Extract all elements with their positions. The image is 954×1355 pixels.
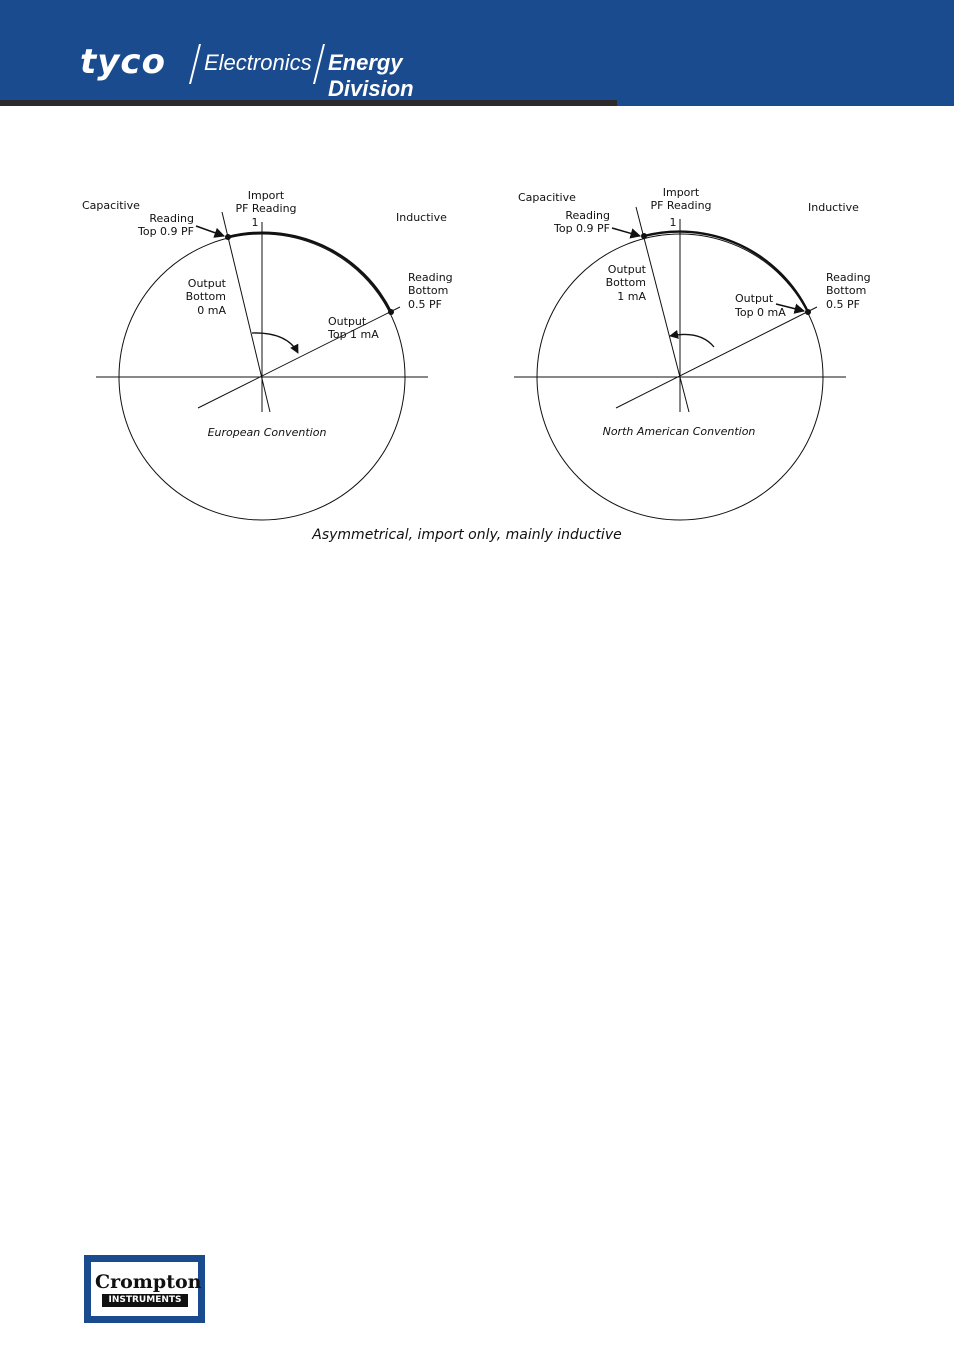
capacitive-label: Capacitive: [82, 199, 140, 212]
output-bottom-label: Output: [187, 277, 226, 290]
reading-bottom-dot: [805, 309, 811, 315]
logo-name: Crompton: [95, 1271, 202, 1293]
reading-top-dot: [225, 234, 231, 240]
top-pf-line: [222, 212, 270, 412]
output-bottom-label: 1 mA: [617, 290, 646, 303]
inductive-label: Inductive: [396, 211, 447, 224]
reading-top-label: Reading: [565, 209, 610, 222]
brand-tyco: tyco: [80, 42, 166, 82]
convention-label: European Convention: [207, 426, 327, 439]
reading-arc: [228, 233, 391, 312]
import-label: Import: [662, 186, 700, 199]
rotation-arrow: [252, 333, 298, 353]
output-top-label: Output: [328, 315, 367, 328]
brand-division: Energy Division: [328, 50, 414, 101]
output-bottom-label: Bottom: [605, 276, 646, 289]
output-top-label: Top 0 mA: [735, 306, 786, 319]
reading-bottom-label: Reading: [826, 271, 871, 284]
capacitive-label: Capacitive: [518, 191, 576, 204]
output-bottom-label: 0 mA: [197, 304, 226, 317]
rotation-arrow: [670, 334, 714, 347]
bottom-pf-line: [198, 307, 400, 408]
convention-label: North American Convention: [602, 425, 756, 438]
import-label: PF Reading: [235, 202, 297, 215]
import-label: 1: [669, 216, 677, 229]
reading-bottom-label: Reading: [408, 271, 453, 284]
reading-bottom-label: Bottom: [408, 284, 449, 297]
logo-subtitle: INSTRUMENTS: [102, 1294, 188, 1307]
bottom-pf-line: [616, 307, 817, 408]
output-bottom-label: Output: [607, 263, 646, 276]
reading-top-arrow: [612, 228, 640, 236]
inductive-label: Inductive: [808, 201, 859, 214]
import-label: PF Reading: [650, 199, 712, 212]
import-label: Import: [247, 189, 285, 202]
reading-bottom-dot: [388, 309, 394, 315]
north-american-diagram: [514, 186, 871, 520]
logo-panel: [91, 1262, 202, 1316]
reading-top-label: Top 0.9 PF: [137, 225, 194, 238]
reading-top-label: Top 0.9 PF: [553, 222, 610, 235]
reading-top-dot: [641, 233, 647, 239]
figure-caption: Asymmetrical, import only, mainly inductive: [312, 527, 622, 543]
crompton-logo: [84, 1255, 205, 1323]
output-bottom-label: Bottom: [185, 290, 226, 303]
reading-arc: [644, 232, 808, 312]
import-label: 1: [251, 216, 259, 229]
european-diagram: [82, 189, 453, 520]
reading-bottom-label: Bottom: [826, 284, 867, 297]
brand-electronics: Electronics: [204, 50, 312, 75]
reading-bottom-label: 0.5 PF: [826, 298, 860, 311]
output-top-label: Top 1 mA: [328, 328, 379, 341]
reading-top-arrow: [196, 226, 224, 236]
reading-top-label: Reading: [149, 212, 194, 225]
power-factor-diagrams: [0, 0, 954, 560]
output-top-label: Output: [735, 292, 774, 305]
reading-bottom-label: 0.5 PF: [408, 298, 442, 311]
